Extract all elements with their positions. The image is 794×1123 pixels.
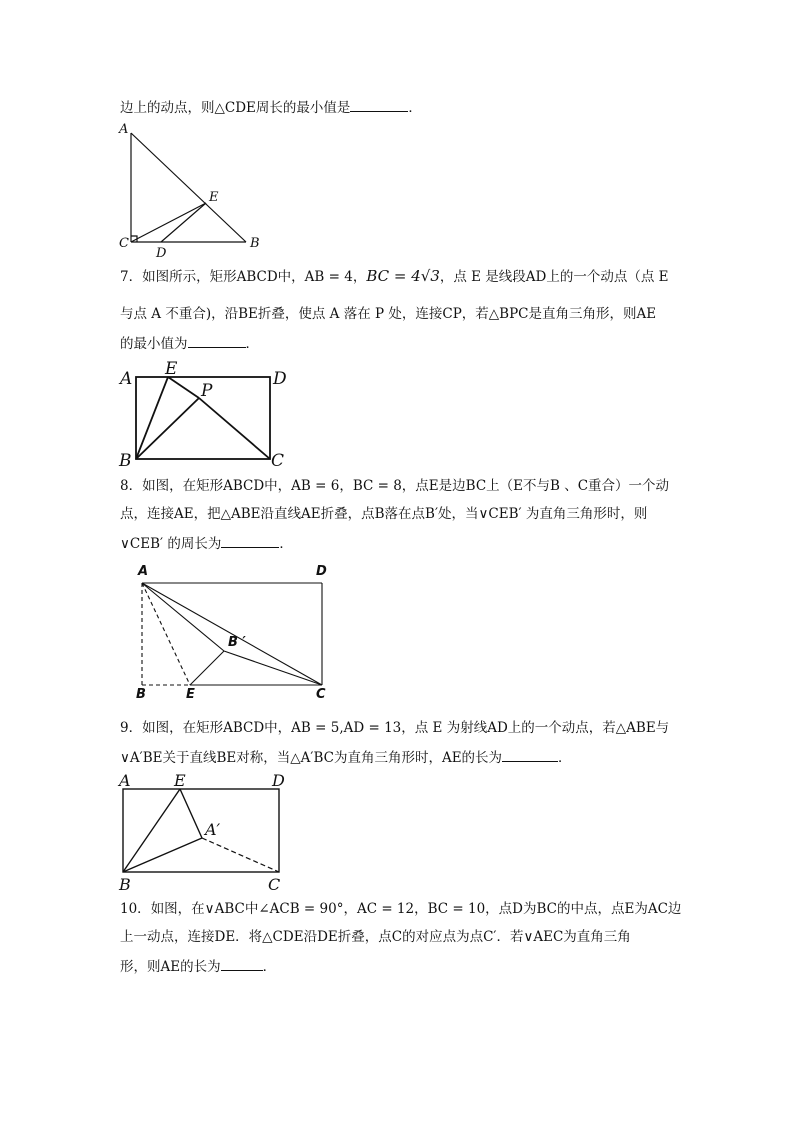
p9-rect-abcd (123, 789, 279, 872)
p6-label-b: B (250, 236, 260, 251)
p9-seg-a1c-dashed (202, 838, 279, 872)
p10-line1-text: 如图，在∨ABC中∠ACB = 90°，AC = 12，BC = 10，点D为BC的中点，点E为AC边 (150, 901, 682, 917)
p8-label-b: B (136, 687, 146, 702)
p8-label-c: C (316, 687, 326, 702)
p9-number: 9． (120, 720, 143, 736)
p8-line3-end: ． (279, 536, 293, 552)
p9-label-e: E (174, 771, 186, 790)
p9-seg-ea1 (180, 789, 202, 838)
p9-line2-text: ∨A′BE关于直线BE对称，当△A′BC为直角三角形时，AE的长为 (120, 750, 503, 766)
p7-line1-b: ，点 E 是线段AD上的一个动点（点 E (439, 269, 669, 285)
p9-label-a-prime: A′ (205, 820, 221, 839)
p9-line2-end: ． (558, 750, 572, 766)
p10-line3-text: 形，则AE的长为 (120, 959, 221, 975)
p6-label-d: D (156, 246, 167, 261)
p10-number: 10． (120, 901, 151, 917)
p7-line2-text: 与点 A 不重合)，沿BE折叠，使点 A 落在 P 处，连接CP，若△BPC是直角三角形，则AE (120, 306, 657, 322)
p7-label-d: D (273, 369, 287, 389)
p10-line3-end: ． (262, 959, 277, 975)
p7-line1-math: BC = 4√3 (366, 267, 440, 285)
p10-line2-text: 上一动点，连接DE．将△CDE沿DE折叠，点C的对应点为点C′．若∨AEC为直角三角 (120, 929, 631, 945)
p9-label-d: D (272, 771, 285, 790)
p8-label-e: E (186, 687, 195, 702)
p6-tail-end: ． (408, 100, 422, 116)
p8-line3-text: ∨CEB′ 的周长为 (120, 536, 222, 552)
p9-line1-text: 如图，在矩形ABCD中，AB = 5,AD = 13，点 E 为射线AD上的一个动点，若△ABE与 (142, 720, 670, 736)
p6-tail-text: 边上的动点，则△CDE周长的最小值是 (120, 100, 351, 116)
p10-line1 (120, 900, 681, 918)
p8-line2-text: 点，连接AE，把△ABE沿直线AE折叠，点B落在点B′处，当∨CEB′ 为直角三角形时，则 (120, 506, 648, 522)
p10-line2 (120, 928, 631, 946)
p7-label-c: C (271, 451, 285, 471)
p7-label-a: A (120, 369, 133, 389)
p6-label-c: C (119, 236, 129, 251)
p7-line1-a: 如图所示，矩形ABCD中，AB = 4， (142, 269, 367, 285)
p8-number: 8． (120, 478, 143, 494)
p7-label-e: E (165, 359, 178, 379)
p7-label-b: B (119, 451, 132, 471)
p9-label-b: B (119, 875, 131, 894)
p8-label-d: D (316, 564, 327, 579)
p8-label-b-prime: B ′ (228, 635, 246, 650)
p7-label-p: P (201, 381, 213, 401)
p8-label-a: A (138, 564, 149, 579)
p10-answer-blank[interactable] (221, 956, 263, 971)
p10-line3 (120, 956, 276, 976)
p8-line1-text: 如图，在矩形ABCD中，AB = 6，BC = 8，点E是边BC上（E不与B 、C重合）一个动 (142, 478, 670, 494)
p6-label-a: A (119, 122, 129, 137)
p7-line3-end: ． (245, 336, 259, 352)
p9-label-a: A (119, 771, 131, 790)
p7-line3-text: 的最小值为 (120, 336, 188, 352)
p7-number: 7． (120, 269, 143, 285)
p9-label-c: C (268, 875, 281, 894)
p6-label-e: E (209, 190, 219, 205)
